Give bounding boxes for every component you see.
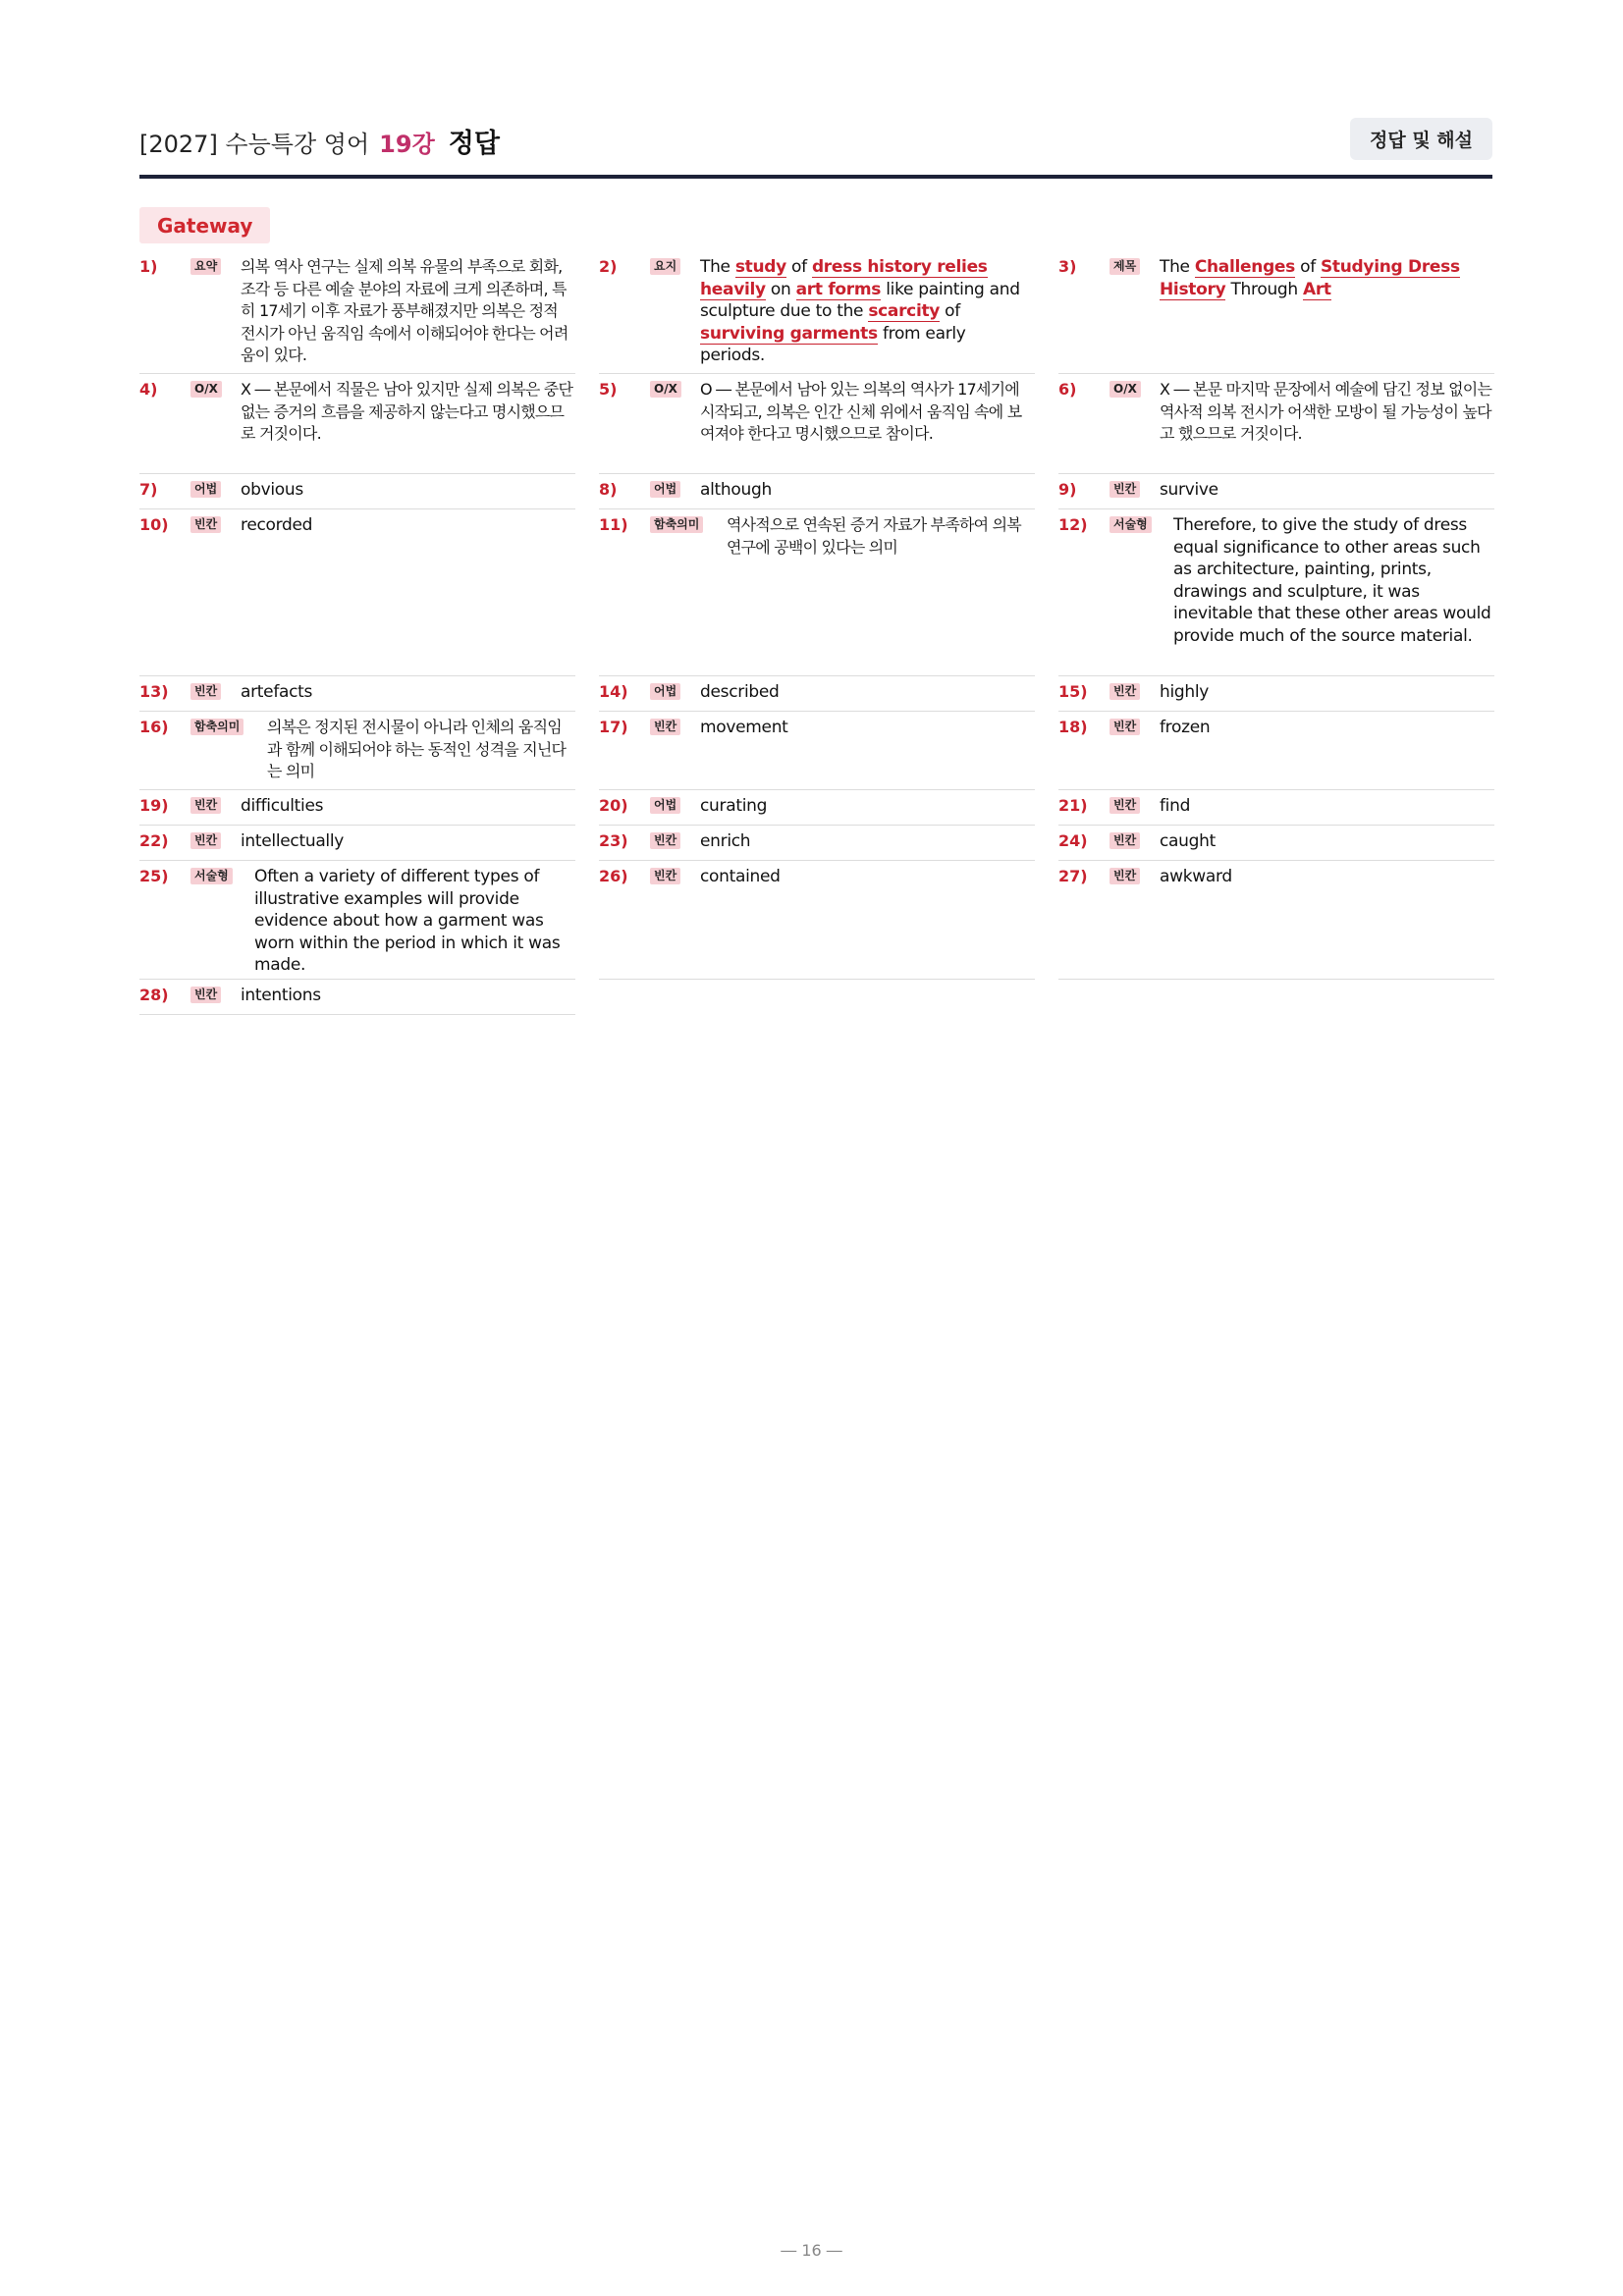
- keyword-highlight: Art: [1302, 279, 1331, 299]
- answer-row: [1058, 790, 1494, 826]
- answer-row: [139, 790, 575, 826]
- answer-row: [139, 980, 575, 1015]
- answer-row: [1058, 374, 1494, 474]
- question-number: 2): [599, 257, 618, 276]
- question-number: 12): [1058, 515, 1088, 534]
- answer-text: artefacts: [241, 682, 313, 702]
- question-number: 3): [1058, 257, 1077, 276]
- header-title: [139, 122, 500, 160]
- question-type-tag: 어법: [650, 797, 680, 814]
- question-type-tag: 요약: [190, 258, 221, 275]
- answer-text: 의복 역사 연구는 실제 의복 유물의 부족으로 회화, 조각 등 다른 예술 분야의 자료에 크게 의존하며, 특히 17세기 이후 자료가 풍부해졌지만 의복은 정적 전시가 아닌 움직임 속에서 이해되어야 한다는 어려움이 있다.: [241, 257, 568, 364]
- answer-text-segment: Through: [1225, 279, 1303, 299]
- answer-text: 역사적으로 연속된 증거 자료가 부족하여 의복 연구에 공백이 있다는 의미: [727, 515, 1021, 557]
- question-number: 5): [599, 380, 618, 399]
- question-number: 19): [139, 796, 169, 815]
- answer-text-segment: from early periods.: [700, 323, 966, 365]
- question-number: 8): [599, 480, 618, 499]
- question-number: 18): [1058, 718, 1088, 736]
- answer-row: [599, 861, 1035, 980]
- question-number: 21): [1058, 796, 1088, 815]
- question-number: 6): [1058, 380, 1077, 399]
- answer-row: [599, 676, 1035, 712]
- answer-text: intentions: [241, 986, 321, 1005]
- answer-row: [1058, 826, 1494, 861]
- answer-row: [139, 474, 575, 509]
- answer-text: survive: [1160, 480, 1218, 500]
- answer-row: [139, 826, 575, 861]
- answer-text: [700, 256, 1035, 367]
- question-type-tag: 빈칸: [190, 797, 221, 814]
- answer-text-segment: The: [1160, 257, 1195, 277]
- question-number: 27): [1058, 867, 1088, 885]
- answer-column-3: [1058, 251, 1494, 980]
- answer-text: awkward: [1160, 867, 1232, 886]
- answer-row: [599, 712, 1035, 790]
- question-type-tag: 어법: [650, 481, 680, 498]
- answer-row: [599, 826, 1035, 861]
- question-type-tag: 빈칸: [650, 832, 680, 849]
- question-type-tag: O/X: [1109, 381, 1141, 398]
- question-number: 14): [599, 682, 628, 701]
- answer-row: [1058, 509, 1494, 676]
- answer-row: [599, 251, 1035, 374]
- answer-text: recorded: [241, 515, 313, 535]
- answer-text: highly: [1160, 682, 1210, 702]
- keyword-highlight: Challenges: [1194, 257, 1295, 277]
- answer-column-2: [599, 251, 1035, 980]
- keyword-highlight: surviving garments: [700, 323, 878, 344]
- answer-text: find: [1160, 796, 1191, 816]
- answer-text: intellectually: [241, 831, 345, 851]
- question-type-tag: 어법: [190, 481, 221, 498]
- answer-row: [139, 251, 575, 374]
- answer-text: O ― 본문에서 남아 있는 의복의 역사가 17세기에 시작되고, 의복은 인간 신체 위에서 움직임 속에 보여져야 한다고 명시했으므로 참이다.: [700, 380, 1022, 443]
- keyword-highlight: study: [734, 257, 786, 277]
- answer-row: [599, 374, 1035, 474]
- answer-text: although: [700, 480, 772, 500]
- question-number: 26): [599, 867, 628, 885]
- question-number: 15): [1058, 682, 1088, 701]
- answer-text: enrich: [700, 831, 751, 851]
- answer-text-segment: of: [785, 257, 812, 277]
- answer-text-segment: like painting and sculpture due to the: [700, 279, 1020, 321]
- answer-row: [139, 509, 575, 676]
- answer-row: [1058, 251, 1494, 374]
- answer-label: 정답: [448, 129, 500, 159]
- answer-text-segment: on: [765, 279, 796, 299]
- question-number: 13): [139, 682, 169, 701]
- answer-row: [1058, 474, 1494, 509]
- keyword-highlight: scarcity: [868, 301, 941, 321]
- question-type-tag: 어법: [650, 683, 680, 700]
- question-type-tag: 빈칸: [190, 987, 221, 1003]
- answer-text: 의복은 정지된 전시물이 아니라 인체의 움직임과 함께 이해되어야 하는 동적인 성격을 지닌다는 의미: [267, 718, 567, 780]
- section-label: Gateway: [139, 207, 270, 243]
- question-number: 7): [139, 480, 158, 499]
- answer-row: [599, 790, 1035, 826]
- answer-text: difficulties: [241, 796, 324, 816]
- answer-text: obvious: [241, 480, 303, 500]
- question-number: 9): [1058, 480, 1077, 499]
- question-type-tag: 빈칸: [1109, 797, 1140, 814]
- question-type-tag: 빈칸: [1109, 719, 1140, 735]
- answer-text: described: [700, 682, 780, 702]
- book-title: [2027] 수능특강 영어: [139, 131, 370, 158]
- question-type-tag: O/X: [650, 381, 681, 398]
- answer-text: movement: [700, 718, 788, 737]
- question-type-tag: 빈칸: [190, 683, 221, 700]
- question-type-tag: 빈칸: [190, 832, 221, 849]
- question-number: 25): [139, 867, 169, 885]
- question-number: 20): [599, 796, 628, 815]
- question-number: 28): [139, 986, 169, 1004]
- question-type-tag: 함축의미: [190, 719, 243, 735]
- question-type-tag: 빈칸: [1109, 868, 1140, 884]
- answer-column-1: [139, 251, 575, 1015]
- question-type-tag: 함축의미: [650, 516, 703, 533]
- question-type-tag: 빈칸: [1109, 683, 1140, 700]
- question-type-tag: 빈칸: [1109, 832, 1140, 849]
- answer-text: contained: [700, 867, 781, 886]
- question-number: 23): [599, 831, 628, 850]
- question-type-tag: 빈칸: [650, 719, 680, 735]
- answer-text-segment: of: [940, 301, 960, 321]
- question-number: 11): [599, 515, 628, 534]
- question-type-tag: 빈칸: [1109, 481, 1140, 498]
- keyword-highlight: art forms: [795, 279, 882, 299]
- answer-text: Often a variety of different types of illustrative examples will provide evidence about how a garment was worn within the period in which it was made.: [254, 867, 561, 975]
- answer-row: [599, 474, 1035, 509]
- lesson-number: 19강: [379, 131, 435, 158]
- question-type-tag: 빈칸: [190, 516, 221, 533]
- answer-row: [599, 509, 1035, 676]
- answer-text: caught: [1160, 831, 1216, 851]
- answer-row: [1058, 712, 1494, 790]
- question-number: 10): [139, 515, 169, 534]
- answer-row: [139, 374, 575, 474]
- question-number: 24): [1058, 831, 1088, 850]
- answer-text: X ― 본문 마지막 문장에서 예술에 담긴 정보 없이는 역사적 의복 전시가 어색한 모방이 될 가능성이 높다고 했으므로 거짓이다.: [1160, 380, 1492, 443]
- answer-text: Therefore, to give the study of dress equal significance to other areas such as architecture, painting, prints, drawings and sculpture, it was inevitable that these other areas would provide much of the source material.: [1173, 515, 1491, 646]
- answer-row: [139, 861, 575, 980]
- question-type-tag: 제목: [1109, 258, 1140, 275]
- keyword-highlight: dress history relies heavily: [700, 257, 988, 299]
- question-type-tag: 요지: [650, 258, 680, 275]
- question-number: 16): [139, 718, 169, 736]
- answer-text-segment: The: [700, 257, 735, 277]
- page-header: [139, 116, 1492, 179]
- question-number: 17): [599, 718, 628, 736]
- answer-row: [1058, 861, 1494, 980]
- answer-row: [139, 712, 575, 790]
- keyword-highlight: Studying Dress History: [1160, 257, 1460, 299]
- question-type-tag: 빈칸: [650, 868, 680, 884]
- answer-explanation-badge: 정답 및 해설: [1350, 118, 1492, 160]
- question-type-tag: O/X: [190, 381, 222, 398]
- question-number: 4): [139, 380, 158, 399]
- answer-text-segment: of: [1294, 257, 1321, 277]
- question-number: 1): [139, 257, 158, 276]
- answer-text: frozen: [1160, 718, 1211, 737]
- question-type-tag: 서술형: [190, 868, 233, 884]
- page-number: ― 16 ―: [781, 2241, 842, 2260]
- answer-text: curating: [700, 796, 768, 816]
- answer-text: X ― 본문에서 직물은 남아 있지만 실제 의복은 중단 없는 증거의 흐름을 제공하지 않는다고 명시했으므로 거짓이다.: [241, 380, 573, 443]
- question-type-tag: 서술형: [1109, 516, 1152, 533]
- answer-row: [139, 676, 575, 712]
- answer-row: [1058, 676, 1494, 712]
- question-number: 22): [139, 831, 169, 850]
- answer-text: [1160, 256, 1494, 300]
